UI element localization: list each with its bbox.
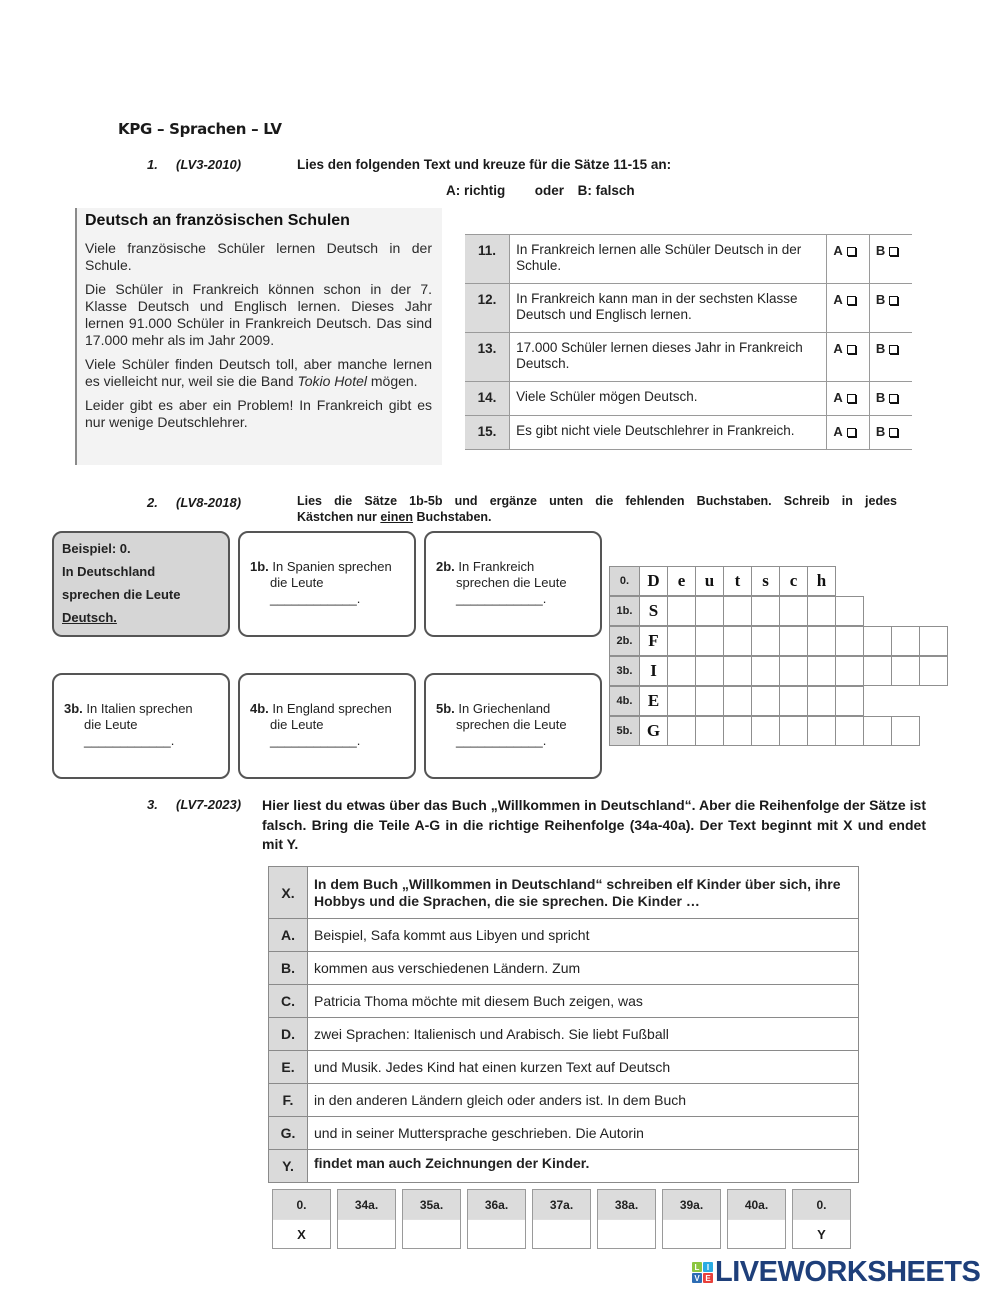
task-3-code: (LV7-2023): [176, 797, 242, 812]
sentence-text-2: die Leute: [270, 717, 324, 732]
grid-input-cell[interactable]: [695, 626, 724, 656]
question-text: 17.000 Schüler lernen dieses Jahr in Frankreich Deutsch.: [510, 333, 827, 382]
grid-letter: E: [639, 686, 668, 716]
grid-input-cell[interactable]: [695, 656, 724, 686]
answer-input-cell[interactable]: [728, 1219, 785, 1248]
sentence-blank: ____________.: [270, 733, 361, 748]
part-key: A.: [269, 919, 308, 952]
grid-letter: h: [807, 566, 836, 596]
sentence-text: In England sprechen: [272, 701, 392, 716]
answer-input-cell[interactable]: [663, 1219, 720, 1248]
grid-row: [610, 567, 948, 597]
example-sentence-box: [52, 531, 230, 637]
option-oder: oder: [534, 183, 565, 198]
checkbox-icon: [889, 428, 898, 437]
reading-paragraph-2: Die Schüler in Frankreich können schon in der 7. Klasse Deutsch und Englisch lernen. Dieses Jahr lernen 91.000 Schüler in Frankreich Deutsch. Das sind 17.000 mehr als im Jahr 2009.: [85, 281, 432, 348]
grid-letter: u: [695, 566, 724, 596]
answer-fixed-value: Y: [793, 1219, 850, 1248]
grid-input-cell[interactable]: [807, 656, 836, 686]
answer-b-checkbox[interactable]: B: [869, 235, 912, 284]
grid-input-cell[interactable]: [891, 626, 920, 656]
grid-input-cell[interactable]: [667, 626, 696, 656]
grid-input-cell[interactable]: [835, 656, 864, 686]
grid-input-cell[interactable]: [835, 596, 864, 626]
part-key: E.: [269, 1051, 308, 1084]
grid-input-cell[interactable]: [807, 716, 836, 746]
grid-letter: F: [639, 626, 668, 656]
grid-input-cell[interactable]: [723, 626, 752, 656]
grid-input-cell[interactable]: [751, 686, 780, 716]
answer-input-cell[interactable]: [403, 1219, 460, 1248]
grid-input-cell[interactable]: [723, 716, 752, 746]
answer-column-header: 38a.: [598, 1190, 655, 1219]
sentence-text-2: die Leute: [270, 575, 324, 590]
sentence-text: In Frankreich: [458, 559, 535, 574]
question-number: 12.: [465, 284, 510, 333]
task-1-code: (LV3-2010): [176, 157, 242, 172]
part-text: Patricia Thoma möchte mit diesem Buch zeigen, was: [308, 985, 859, 1018]
sentence-box-5b: [424, 673, 602, 779]
sentence-text-2: sprechen die Leute: [456, 717, 567, 732]
task-2-code: (LV8-2018): [176, 495, 242, 510]
question-row: [465, 382, 912, 416]
part-key: F.: [269, 1084, 308, 1117]
part-row: [269, 1084, 859, 1117]
sentence-box-1b: [238, 531, 416, 637]
answer-a-checkbox[interactable]: A: [827, 382, 870, 416]
logo-letter-square: I: [703, 1262, 713, 1272]
checkbox-icon: [847, 345, 856, 354]
logo-text: LIVEWORKSHEETS: [715, 1256, 981, 1288]
checkbox-icon: [889, 345, 898, 354]
question-number: 15.: [465, 416, 510, 450]
answer-column-header: 39a.: [663, 1190, 720, 1219]
answer-b-checkbox[interactable]: B: [869, 382, 912, 416]
part-row: [269, 867, 859, 919]
grid-row-label: 4b.: [609, 686, 640, 716]
task-2-instruction-line-2: Kästchen nur einen Buchstaben.: [297, 510, 492, 524]
logo-letter-square: E: [703, 1273, 713, 1283]
grid-input-cell[interactable]: [751, 656, 780, 686]
part-row: [269, 1051, 859, 1084]
sentence-text: In Spanien sprechen: [272, 559, 392, 574]
sentence-blank: ____________.: [456, 733, 547, 748]
part-text: in den anderen Ländern gleich oder anders ist. In dem Buch: [308, 1084, 859, 1117]
reading-paragraph-3: Viele Schüler finden Deutsch toll, aber manche lernen es vielleicht nur, weil sie die Band Tokio Hotel mögen.: [85, 356, 432, 389]
part-row: [269, 952, 859, 985]
answer-column: [792, 1189, 851, 1249]
answer-input-cell[interactable]: [338, 1219, 395, 1248]
part-row: [269, 985, 859, 1018]
logo-letter-square: V: [692, 1273, 702, 1283]
part-key: D.: [269, 1018, 308, 1051]
answer-input-cell[interactable]: [533, 1219, 590, 1248]
grid-input-cell[interactable]: [891, 716, 920, 746]
checkbox-icon: [889, 394, 898, 403]
grid-letter: S: [639, 596, 668, 626]
grid-row-label: 5b.: [609, 716, 640, 746]
checkbox-icon: [847, 394, 856, 403]
sentence-blank: ____________.: [270, 591, 361, 606]
part-text: zwei Sprachen: Italienisch und Arabisch. Sie liebt Fußball: [308, 1018, 859, 1051]
sentence-blank: ____________.: [84, 733, 175, 748]
part-text: In dem Buch „Willkommen in Deutschland“ schreiben elf Kinder über sich, ihre Hobbys und die Sprachen, die sie sprechen. Die Kinder …: [308, 867, 859, 919]
task-1-number: 1.: [147, 157, 158, 172]
question-text: Viele Schüler mögen Deutsch.: [510, 382, 827, 416]
part-text: und Musik. Jedes Kind hat einen kurzen Text auf Deutsch: [308, 1051, 859, 1084]
grid-row-label: 0.: [609, 566, 640, 596]
liveworksheets-logo: [692, 1256, 980, 1289]
grid-letter: I: [639, 656, 668, 686]
grid-input-cell[interactable]: [667, 596, 696, 626]
grid-input-cell[interactable]: [751, 596, 780, 626]
reading-text-box: [75, 208, 442, 465]
task-3-number: 3.: [147, 797, 158, 812]
grid-input-cell[interactable]: [919, 626, 948, 656]
document-title: KPG – Sprachen – LV: [118, 120, 282, 138]
question-number: 13.: [465, 333, 510, 382]
grid-input-cell[interactable]: [723, 686, 752, 716]
part-row: [269, 919, 859, 952]
task-1-instruction: Lies den folgenden Text und kreuze für die Sätze 11-15 an:: [297, 157, 672, 172]
sentence-box-2b: [424, 531, 602, 637]
answer-fixed-value: X: [273, 1219, 330, 1248]
grid-input-cell[interactable]: [779, 626, 808, 656]
example-label: Beispiel: 0.: [62, 541, 131, 556]
answer-column-header: 0.: [793, 1190, 850, 1219]
sentence-text-2: die Leute: [84, 717, 138, 732]
part-key: B.: [269, 952, 308, 985]
question-text: In Frankreich lernen alle Schüler Deutsch in der Schule.: [510, 235, 827, 284]
answer-column-header: 0.: [273, 1190, 330, 1219]
grid-row: [610, 657, 948, 687]
task-1-options-line: [446, 183, 635, 199]
reading-title: Deutsch an französischen Schulen: [85, 212, 350, 229]
logo-squares-icon: [692, 1262, 713, 1283]
grid-row-label: 3b.: [609, 656, 640, 686]
sentence-box-4b: [238, 673, 416, 779]
sentence-label: 5b.: [436, 701, 455, 716]
answer-column-header: 40a.: [728, 1190, 785, 1219]
grid-input-cell[interactable]: [751, 716, 780, 746]
grid-input-cell[interactable]: [807, 596, 836, 626]
logo-letter-square: L: [692, 1262, 702, 1272]
part-key: G.: [269, 1117, 308, 1150]
grid-input-cell[interactable]: [779, 686, 808, 716]
grid-input-cell[interactable]: [835, 686, 864, 716]
grid-input-cell[interactable]: [807, 686, 836, 716]
sentence-text: In Griechenland: [458, 701, 551, 716]
grid-input-cell[interactable]: [863, 716, 892, 746]
answer-column: [467, 1189, 526, 1249]
answer-column: [532, 1189, 591, 1249]
example-line-1: In Deutschland: [62, 564, 156, 579]
checkbox-icon: [847, 428, 856, 437]
grid-input-cell[interactable]: [723, 656, 752, 686]
checkbox-icon: [889, 247, 898, 256]
answer-a-checkbox[interactable]: A: [827, 416, 870, 450]
answer-b-checkbox[interactable]: B: [869, 333, 912, 382]
part-row: [269, 1150, 859, 1183]
reading-paragraph-1: Viele französische Schüler lernen Deutsch in der Schule.: [85, 240, 432, 273]
answer-column: [727, 1189, 786, 1249]
answer-column: [337, 1189, 396, 1249]
grid-input-cell[interactable]: [807, 626, 836, 656]
answer-column: [597, 1189, 656, 1249]
question-text: Es gibt nicht viele Deutschlehrer in Frankreich.: [510, 416, 827, 450]
checkbox-icon: [847, 247, 856, 256]
answer-column: [402, 1189, 461, 1249]
sentence-label: 2b.: [436, 559, 455, 574]
checkbox-icon: [847, 296, 856, 305]
grid-letter: e: [667, 566, 696, 596]
grid-input-cell[interactable]: [779, 716, 808, 746]
grid-input-cell[interactable]: [695, 716, 724, 746]
reading-paragraph-4: Leider gibt es aber ein Problem! In Frankreich gibt es nur wenige Deutschlehrer.: [85, 397, 432, 430]
band-name: Tokio Hotel: [297, 373, 367, 389]
sentence-label: 4b.: [250, 701, 269, 716]
grid-row: [610, 687, 948, 717]
task-3-instruction: Hier liest du etwas über das Buch „Willkommen in Deutschland“. Aber die Reihenfolge der Sätze ist falsch. Bring die Teile A-G in die richtige Reihenfolge (34a-40a). Der Text beginnt mit X und endet mit Y.: [262, 797, 926, 852]
grid-letter: G: [639, 716, 668, 746]
grid-row: [610, 717, 948, 747]
checkbox-icon: [889, 296, 898, 305]
answer-column: [272, 1189, 331, 1249]
sentence-label: 3b.: [64, 701, 83, 716]
example-line-2: sprechen die Leute: [62, 587, 181, 602]
grid-input-cell[interactable]: [723, 596, 752, 626]
part-key: C.: [269, 985, 308, 1018]
grid-letter: c: [779, 566, 808, 596]
sentence-text: In Italien sprechen: [86, 701, 193, 716]
grid-row: [610, 597, 948, 627]
part-key: X.: [269, 867, 308, 919]
task-2-instruction-line-1: Lies die Sätze 1b-5b und ergänze unten die fehlenden Buchstaben. Schreib in jedes: [297, 494, 897, 508]
grid-input-cell[interactable]: [667, 656, 696, 686]
grid-input-cell[interactable]: [919, 656, 948, 686]
option-a-richtig: A: richtig: [446, 183, 506, 198]
option-b-falsch: B: falsch: [577, 183, 635, 198]
question-row: [465, 284, 912, 333]
answer-input-cell[interactable]: [468, 1219, 525, 1248]
grid-letter: t: [723, 566, 752, 596]
question-row: [465, 235, 912, 284]
answer-b-checkbox[interactable]: B: [869, 416, 912, 450]
answer-column-header: 34a.: [338, 1190, 395, 1219]
question-number: 11.: [465, 235, 510, 284]
sentence-box-3b: [52, 673, 230, 779]
part-text: findet man auch Zeichnungen der Kinder.: [308, 1150, 859, 1183]
answer-a-checkbox[interactable]: A: [827, 333, 870, 382]
grid-input-cell[interactable]: [835, 626, 864, 656]
sentence-label: 1b.: [250, 559, 269, 574]
order-answer-grid: [272, 1189, 851, 1249]
part-text: kommen aus verschiedenen Ländern. Zum: [308, 952, 859, 985]
grid-input-cell[interactable]: [835, 716, 864, 746]
grid-input-cell[interactable]: [667, 686, 696, 716]
question-row: [465, 416, 912, 450]
grid-input-cell[interactable]: [863, 626, 892, 656]
sentence-blank: ____________.: [456, 591, 547, 606]
grid-input-cell[interactable]: [667, 716, 696, 746]
grid-input-cell[interactable]: [695, 686, 724, 716]
grid-input-cell[interactable]: [751, 626, 780, 656]
grid-input-cell[interactable]: [695, 596, 724, 626]
grid-row-label: 1b.: [609, 596, 640, 626]
sentence-text-2: sprechen die Leute: [456, 575, 567, 590]
grid-row: [610, 627, 948, 657]
grid-letter: s: [751, 566, 780, 596]
task-2-number: 2.: [147, 495, 158, 510]
answer-a-checkbox[interactable]: A: [827, 284, 870, 333]
answer-b-checkbox[interactable]: B: [869, 284, 912, 333]
grid-letter: D: [639, 566, 668, 596]
example-answer: Deutsch.: [62, 610, 117, 625]
question-row: [465, 333, 912, 382]
true-false-table: [465, 234, 912, 450]
grid-input-cell[interactable]: [779, 596, 808, 626]
answer-input-cell[interactable]: [598, 1219, 655, 1248]
letter-grid: [610, 567, 948, 747]
question-text: In Frankreich kann man in der sechsten Klasse Deutsch und Englisch lernen.: [510, 284, 827, 333]
sentence-parts-table: [268, 866, 859, 1183]
answer-column: [662, 1189, 721, 1249]
grid-input-cell[interactable]: [779, 656, 808, 686]
part-text: und in seiner Muttersprache geschrieben. Die Autorin: [308, 1117, 859, 1150]
grid-input-cell[interactable]: [891, 656, 920, 686]
part-text: Beispiel, Safa kommt aus Libyen und spricht: [308, 919, 859, 952]
part-row: [269, 1018, 859, 1051]
part-key: Y.: [269, 1150, 308, 1183]
answer-column-header: 37a.: [533, 1190, 590, 1219]
grid-input-cell[interactable]: [863, 656, 892, 686]
answer-a-checkbox[interactable]: A: [827, 235, 870, 284]
question-number: 14.: [465, 382, 510, 416]
grid-row-label: 2b.: [609, 626, 640, 656]
answer-column-header: 35a.: [403, 1190, 460, 1219]
answer-column-header: 36a.: [468, 1190, 525, 1219]
part-row: [269, 1117, 859, 1150]
